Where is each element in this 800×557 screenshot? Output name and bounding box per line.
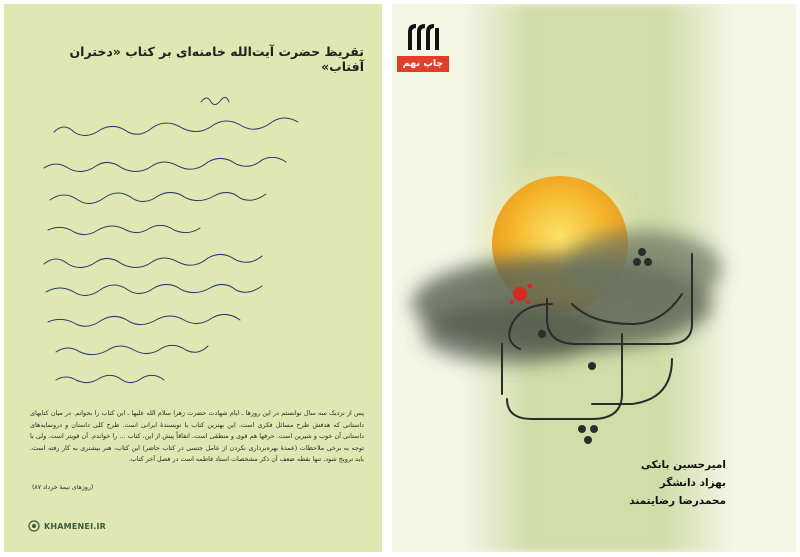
website-logo[interactable] bbox=[28, 520, 106, 532]
back-cover bbox=[4, 4, 382, 552]
title-line1: دختران bbox=[590, 334, 594, 335]
endorsement-quote: پس از نزدیک سه سال توانستم در این روزها ـ ایام شهادت حضرت زهرا سلام الله علیها ـ این کتاب را بخوانم. در میان کتابهای داستانی که هدفش طرح مسائل فکری است، این بهترین کتاب با تویسندۀ ایرانی است. طرح کلی داستان و درونمایه‌های داستانی آن خوب و شیرین است. حرفها هم قوی و منطقی است. اتفاقاً پیش از این، کتاب ... را خواندم. آن قویتر است. ولی با توجه به برخی ملاحظات (عمدۀ بهره‌برداری نکردن از عامل جنسی در کتاب حاضر) این کتاب، هنر بیشتری به کار رفته است. باید ترویج شود. تنها نقطه ضعف آن ذکر مشخصات استاد فاطمه است در فصل آخر کتاب. bbox=[30, 409, 364, 464]
author-name: بهزاد دانشگر bbox=[659, 477, 726, 489]
title-line2: آفتاب bbox=[590, 404, 594, 405]
website-label: KHAMENEI.IR bbox=[44, 521, 107, 531]
handwritten-endorsement-image bbox=[26, 88, 366, 393]
cover-artwork bbox=[392, 4, 796, 552]
endorsement-title: تقریظ حضرت آیت‌الله خامنه‌ای بر کتاب «دختران آفتاب» bbox=[69, 44, 364, 74]
author-name: امیرحسین بانکی bbox=[640, 459, 726, 471]
author-name: محمدرضا رضایتمند bbox=[629, 495, 726, 507]
edition-badge: چاپ نهم bbox=[397, 56, 449, 72]
spine bbox=[382, 0, 392, 557]
front-cover bbox=[392, 4, 796, 552]
khamenei-logo-icon bbox=[28, 520, 40, 532]
authors-list bbox=[629, 456, 726, 510]
quote-source: (روزهای نیمۀ خرداد ۸۷) bbox=[32, 484, 94, 491]
publisher-logo-icon bbox=[408, 24, 440, 52]
